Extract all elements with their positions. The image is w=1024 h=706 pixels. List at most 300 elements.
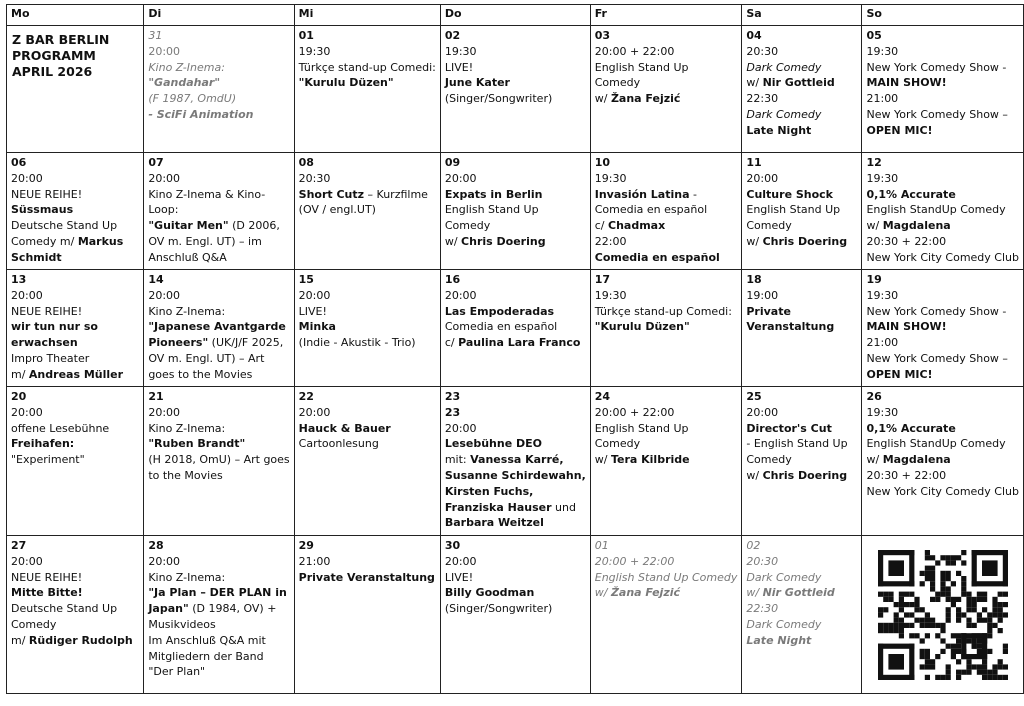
day-number-line xyxy=(445,155,586,171)
event-line xyxy=(148,107,289,123)
event-text: Freihafen: xyxy=(11,437,75,451)
day-number-line xyxy=(866,272,1019,288)
day-cell xyxy=(294,536,440,694)
event-text: Comedia en español xyxy=(594,250,720,264)
event-line xyxy=(445,554,586,570)
event-line xyxy=(595,91,738,107)
event-text: Süssmaus xyxy=(11,203,74,217)
event-text: 20:30 xyxy=(746,44,779,58)
event-line xyxy=(595,288,738,304)
event-text: Franziska Hauser xyxy=(444,500,552,514)
event-line xyxy=(148,288,289,304)
event-line xyxy=(299,436,436,452)
event-text: Late Night xyxy=(746,123,812,137)
event-text: c/ xyxy=(594,219,609,233)
event-text: w/ xyxy=(866,219,883,233)
event-line xyxy=(445,500,586,516)
event-text: "Ruben Brandt" xyxy=(148,437,246,451)
day-number: 22 xyxy=(298,390,314,403)
event-line xyxy=(445,202,586,218)
event-line xyxy=(148,187,289,203)
event-line xyxy=(11,367,139,383)
event-text: offene Lesebühne xyxy=(11,421,110,435)
event-text: Veranstaltung xyxy=(746,320,835,334)
event-text: Dark Comedy xyxy=(746,60,822,74)
event-line xyxy=(866,91,1019,107)
event-text: Comedy xyxy=(594,437,641,451)
event-line xyxy=(148,617,289,633)
event-text: Lesebühne DEO xyxy=(444,437,542,451)
day-number-line xyxy=(746,389,857,405)
event-line xyxy=(866,452,1019,468)
day-cell xyxy=(144,153,294,270)
event-text: 19:30 xyxy=(594,288,627,302)
event-line xyxy=(746,123,857,139)
event-text: Schmidt xyxy=(11,250,62,264)
event-line xyxy=(11,570,139,586)
event-line xyxy=(445,452,586,468)
day-cell xyxy=(144,270,294,387)
event-text: – Kurzfilme xyxy=(364,187,428,201)
event-text: "Kurulu Düzen" xyxy=(298,76,394,90)
day-cell xyxy=(440,153,590,270)
event-line xyxy=(148,436,289,452)
event-line xyxy=(299,44,436,60)
day-number: 08 xyxy=(298,156,314,169)
event-text: m/ xyxy=(11,367,29,381)
event-text: Markus xyxy=(77,234,124,248)
event-text: English Stand Up Comedy xyxy=(594,570,738,584)
event-line xyxy=(445,171,586,187)
event-text: 20:00 + 22:00 xyxy=(594,44,675,58)
event-line xyxy=(595,554,738,570)
day-number: 07 xyxy=(148,156,164,169)
event-text: 20:00 xyxy=(444,421,477,435)
event-line xyxy=(445,335,586,351)
day-number-line xyxy=(595,538,738,554)
event-line xyxy=(866,60,1019,76)
event-line xyxy=(148,250,289,266)
event-line xyxy=(445,421,586,437)
event-line xyxy=(746,570,857,586)
program-title-line: APRIL 2026 xyxy=(12,64,93,79)
event-text: Paulina Lara Franco xyxy=(458,336,581,350)
event-text: Kino Z-Inema: xyxy=(148,304,226,318)
event-text: English Stand Up xyxy=(594,421,689,435)
event-line xyxy=(445,304,586,320)
event-text: 20:00 xyxy=(298,405,331,419)
event-line xyxy=(746,585,857,601)
event-line xyxy=(746,617,857,633)
event-line xyxy=(746,171,857,187)
day-cell xyxy=(144,536,294,694)
event-line xyxy=(595,60,738,76)
event-line xyxy=(866,234,1019,250)
day-cell xyxy=(862,153,1024,270)
event-text: LIVE! xyxy=(444,570,474,584)
event-text: Türkçe stand-up Comedi: xyxy=(298,60,436,74)
event-text: Žana Fejzić xyxy=(610,92,681,106)
day-number-line xyxy=(299,155,436,171)
day-number-line xyxy=(746,272,857,288)
event-text: Türkçe stand-up Comedi: xyxy=(594,304,732,318)
day-number-line xyxy=(299,272,436,288)
event-text: English Stand Up xyxy=(746,203,841,217)
event-line xyxy=(299,335,436,351)
event-line xyxy=(445,187,586,203)
day-number: 13 xyxy=(11,273,27,286)
event-text: "Ja Plan – DER PLAN in xyxy=(148,586,287,600)
event-text: 20:00 xyxy=(148,288,181,302)
event-text: English StandUp Comedy xyxy=(866,203,1006,217)
event-text: - xyxy=(689,187,697,201)
event-text: Billy Goodman xyxy=(444,586,535,600)
event-line xyxy=(148,304,289,320)
event-text: Comedia en español xyxy=(594,203,708,217)
day-cell xyxy=(862,387,1024,536)
event-text: 19:30 xyxy=(866,44,899,58)
event-text: 20:00 xyxy=(746,171,779,185)
event-text: 20:00 xyxy=(148,405,181,419)
day-cell xyxy=(440,536,590,694)
day-cell xyxy=(862,26,1024,153)
event-line xyxy=(148,234,289,250)
event-line xyxy=(445,234,586,250)
event-line xyxy=(299,405,436,421)
day-number-line xyxy=(595,28,738,44)
event-text: Las Empoderadas xyxy=(444,304,555,318)
event-text: Kirsten Fuchs, xyxy=(444,484,534,498)
weekday-header-mo: Mo xyxy=(7,5,144,26)
event-text: Mitgliedern der Band xyxy=(148,649,264,663)
event-line xyxy=(148,351,289,367)
day-number: 05 xyxy=(866,29,882,42)
event-line xyxy=(148,585,289,601)
event-text: "Experiment" xyxy=(11,453,85,467)
event-text: goes to the Movies xyxy=(148,367,253,381)
event-line xyxy=(866,335,1019,351)
day-cell xyxy=(742,270,862,387)
day-number-line xyxy=(595,272,738,288)
day-number-line xyxy=(11,389,139,405)
day-number: 12 xyxy=(866,156,882,169)
event-text: Žana Fejzić xyxy=(610,586,681,600)
event-line xyxy=(746,452,857,468)
event-text: Kino Z-Inema: xyxy=(148,60,225,74)
event-line xyxy=(445,218,586,234)
event-line xyxy=(11,601,139,617)
event-line xyxy=(11,288,139,304)
event-text: 20:00 xyxy=(148,44,181,58)
day-number-line xyxy=(299,389,436,405)
event-text: Andreas Müller xyxy=(28,367,124,381)
event-text: wir tun nur so xyxy=(11,320,98,334)
event-text: w/ xyxy=(866,453,883,467)
event-text: OPEN MIC! xyxy=(866,367,933,381)
week-row xyxy=(7,26,1024,153)
event-text: Tera Kilbride xyxy=(610,453,690,467)
event-text: Magdalena xyxy=(882,219,951,233)
event-text: w/ xyxy=(594,92,611,106)
day-number: 26 xyxy=(866,390,882,403)
day-cell xyxy=(294,270,440,387)
weekday-header-fr: Fr xyxy=(590,5,742,26)
event-text: Deutsche Stand Up xyxy=(11,602,118,616)
event-text: w/ xyxy=(594,586,611,600)
event-line xyxy=(148,367,289,383)
event-text: 20:30 + 22:00 xyxy=(866,234,947,248)
day-cell xyxy=(7,153,144,270)
weekday-header-row xyxy=(7,5,1024,26)
event-line xyxy=(746,319,857,335)
event-text: Japan" xyxy=(148,602,189,616)
event-line xyxy=(595,234,738,250)
weekday-header-do: Do xyxy=(440,5,590,26)
day-number: 16 xyxy=(444,273,461,286)
day-cell xyxy=(440,387,590,536)
event-text: "Der Plan" xyxy=(148,665,206,679)
event-line xyxy=(148,60,289,76)
event-text: Chris Doering xyxy=(461,234,546,248)
event-line xyxy=(746,107,857,123)
event-line xyxy=(445,44,586,60)
event-line xyxy=(746,75,857,91)
event-line xyxy=(595,202,738,218)
event-line xyxy=(445,60,586,76)
event-line xyxy=(866,319,1019,335)
event-line xyxy=(299,202,436,218)
event-text: w/ xyxy=(746,468,763,482)
event-line xyxy=(595,405,738,421)
event-text: 20:30 xyxy=(746,554,779,568)
event-line xyxy=(746,436,857,452)
event-line xyxy=(746,60,857,76)
event-text: 22:30 xyxy=(746,602,779,616)
day-number-line xyxy=(445,538,586,554)
qr-code-cell xyxy=(862,536,1024,694)
event-text: (D 1984, OV) + xyxy=(188,602,277,616)
event-text: (Singer/Songwriter) xyxy=(444,602,553,616)
event-text: 22:00 xyxy=(594,234,627,248)
event-line xyxy=(299,187,436,203)
event-line xyxy=(746,405,857,421)
event-line xyxy=(866,304,1019,320)
event-text: LIVE! xyxy=(298,304,327,318)
day-number: 29 xyxy=(298,539,314,552)
event-line xyxy=(148,601,289,617)
event-text: "Kurulu Düzen" xyxy=(594,320,690,334)
event-line xyxy=(11,304,139,320)
event-line xyxy=(299,288,436,304)
event-text: Pioneers" xyxy=(148,336,209,350)
event-line xyxy=(148,75,289,91)
event-text: Nir Gottleid xyxy=(762,586,835,600)
event-text: Dark Comedy xyxy=(746,570,822,584)
day-cell xyxy=(590,270,742,387)
event-text: Comedy xyxy=(746,453,792,467)
event-line xyxy=(148,649,289,665)
event-line xyxy=(445,601,586,617)
week-row xyxy=(7,153,1024,270)
event-text: - SciFi Animation xyxy=(148,107,254,121)
event-line xyxy=(148,570,289,586)
event-text: Short Cutz xyxy=(298,187,365,201)
event-line xyxy=(595,171,738,187)
day-cell xyxy=(590,153,742,270)
event-text: 20:00 xyxy=(148,171,181,185)
event-text: Kino Z-Inema: xyxy=(148,421,226,435)
event-line xyxy=(11,335,139,351)
week-row xyxy=(7,536,1024,694)
event-line xyxy=(11,617,139,633)
event-text: 20:00 + 22:00 xyxy=(594,405,675,419)
event-line xyxy=(445,585,586,601)
event-line xyxy=(866,171,1019,187)
event-text: Invasión Latina xyxy=(594,187,690,201)
day-number: 15 xyxy=(298,273,314,286)
event-text: NEUE REIHE! xyxy=(11,570,83,584)
event-line xyxy=(866,123,1019,139)
event-text: 19:00 xyxy=(746,288,779,302)
event-text: 20:00 xyxy=(444,171,477,185)
day-number-line xyxy=(595,389,738,405)
event-text: 19:30 xyxy=(444,44,477,58)
day-cell xyxy=(742,536,862,694)
event-text: Deutsche Stand Up xyxy=(11,219,118,233)
event-text: Private Veranstaltung xyxy=(298,570,435,584)
event-text: Hauck & Bauer xyxy=(298,421,391,435)
event-text: 20:00 + 22:00 xyxy=(594,554,675,568)
event-text: 21:00 xyxy=(866,336,899,350)
event-text: (Singer/Songwriter) xyxy=(444,92,553,106)
event-line xyxy=(595,319,738,335)
day-cell xyxy=(7,387,144,536)
event-line xyxy=(11,202,139,218)
day-cell xyxy=(742,153,862,270)
day-number: 02 xyxy=(746,539,761,552)
day-number-line xyxy=(445,272,586,288)
event-text: Loop: xyxy=(148,203,179,217)
event-line xyxy=(148,319,289,335)
event-line xyxy=(866,436,1019,452)
event-text: New York City Comedy Club xyxy=(866,484,1019,498)
event-text: New York Comedy Show – xyxy=(866,351,1008,365)
event-text: Magdalena xyxy=(882,453,951,467)
event-text: 20:30 xyxy=(298,171,331,185)
day-number: 21 xyxy=(148,390,164,403)
day-number-line xyxy=(866,389,1019,405)
event-text: Chadmax xyxy=(608,219,666,233)
event-text: w/ xyxy=(746,586,763,600)
event-line xyxy=(866,468,1019,484)
event-text: Chris Doering xyxy=(762,234,848,248)
weekday-header-sa: Sa xyxy=(742,5,862,26)
event-line xyxy=(148,202,289,218)
event-line xyxy=(866,250,1019,266)
event-line xyxy=(299,570,436,586)
program-calendar xyxy=(6,4,1024,694)
event-text: 20:00 xyxy=(444,288,477,302)
event-text: Private xyxy=(746,304,791,318)
event-text: OV m. Engl. UT) – Art xyxy=(148,351,265,365)
day-number-line xyxy=(746,538,857,554)
event-text: "Japanese Avantgarde xyxy=(148,320,286,334)
event-line xyxy=(746,91,857,107)
event-line xyxy=(299,304,436,320)
day-cell xyxy=(440,26,590,153)
weekday-header-mi: Mi xyxy=(294,5,440,26)
event-text: Anschluß Q&A xyxy=(148,250,227,264)
day-number: 25 xyxy=(746,390,762,403)
event-text: New York Comedy Show - xyxy=(866,60,1007,74)
event-line xyxy=(746,187,857,203)
event-line xyxy=(445,515,586,531)
event-line xyxy=(866,187,1019,203)
event-line xyxy=(148,405,289,421)
day-number-line xyxy=(148,28,289,44)
event-line xyxy=(445,288,586,304)
event-line xyxy=(445,75,586,91)
event-line xyxy=(746,554,857,570)
day-number-line xyxy=(148,538,289,554)
event-text: 0,1% Accurate xyxy=(866,187,956,201)
event-line xyxy=(11,633,139,649)
day-number-line xyxy=(11,538,139,554)
event-line xyxy=(866,421,1019,437)
event-line xyxy=(299,319,436,335)
event-text: Nir Gottleid xyxy=(762,76,835,90)
event-line xyxy=(148,171,289,187)
event-text: und xyxy=(551,500,576,514)
day-number: 01 xyxy=(298,29,314,42)
event-text: Im Anschluß Q&A mit xyxy=(148,633,266,647)
event-text: 19:30 xyxy=(298,44,331,58)
event-line xyxy=(299,171,436,187)
event-text: Susanne Schirdewahn, xyxy=(444,468,586,482)
day-cell xyxy=(590,536,742,694)
event-line xyxy=(148,335,289,351)
event-text: 20:00 xyxy=(11,288,43,302)
event-line xyxy=(299,554,436,570)
event-text: Vanessa Karré, xyxy=(470,453,564,467)
event-line xyxy=(866,202,1019,218)
day-number: 31 xyxy=(148,29,163,42)
event-line xyxy=(445,484,586,500)
event-line xyxy=(11,234,139,250)
event-line xyxy=(11,405,139,421)
event-line xyxy=(148,421,289,437)
day-number: 14 xyxy=(148,273,164,286)
event-text: Comedy xyxy=(594,76,641,90)
event-line xyxy=(148,452,289,468)
event-line xyxy=(299,421,436,437)
day-cell xyxy=(742,26,862,153)
event-text: New York City Comedy Club xyxy=(866,250,1019,264)
event-line xyxy=(866,405,1019,421)
event-text: w/ xyxy=(746,76,763,90)
event-line xyxy=(148,633,289,649)
week-row xyxy=(7,270,1024,387)
day-number-line xyxy=(11,155,139,171)
event-line xyxy=(746,202,857,218)
event-text: c/ xyxy=(444,336,459,350)
event-text: "Gandahar" xyxy=(148,76,221,90)
event-text: w/ xyxy=(444,234,462,248)
qr-code-wrap xyxy=(866,538,1019,691)
event-text: Minka xyxy=(298,320,336,334)
event-text: Expats in Berlin xyxy=(444,187,543,201)
event-text: English Stand Up xyxy=(594,60,689,74)
